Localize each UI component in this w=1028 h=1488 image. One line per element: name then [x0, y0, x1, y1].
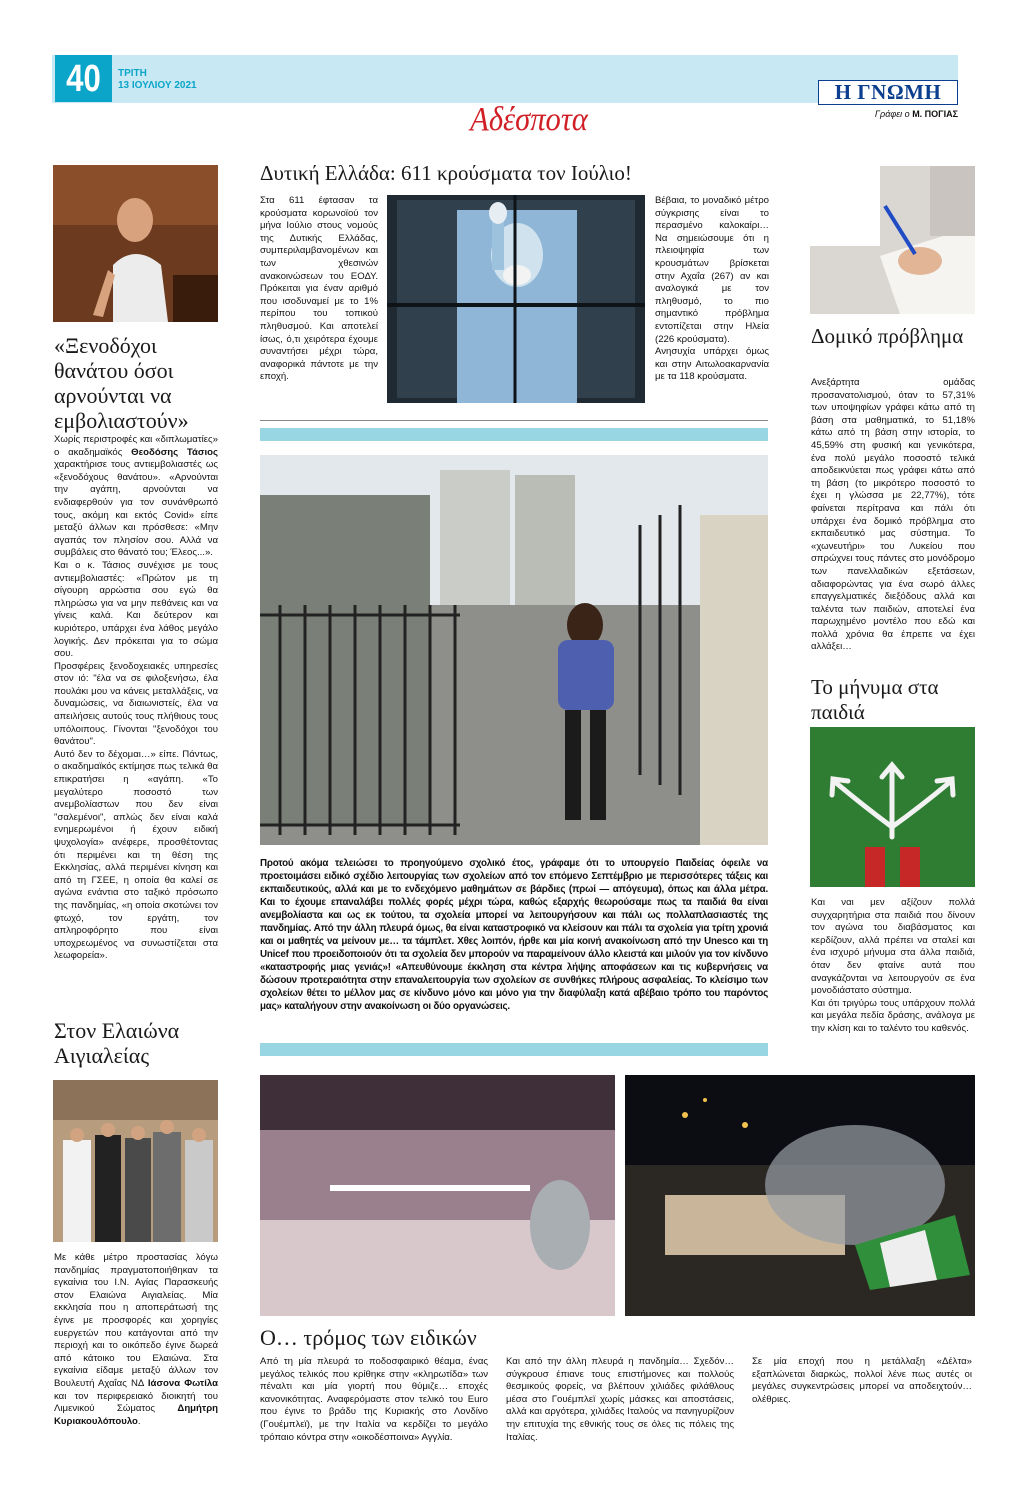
- left-p3: Προσφέρεις ξενοδοχειακές υπηρεσίες στον ιό: "έλα να σε φιλοξενήσω, έλα πουλάκι μου να κάνεις μεταλλάξεις, να δυναμώσεις, να διαιωνιστείς, έλα να απειλήσεις αυτούς τους πλήθιους τους υπόλοιπους. Γίνονται "ξενοδόχοι του θανάτου".: [54, 660, 218, 748]
- logo-text: Η ΓΝΩΜΗ: [834, 80, 942, 104]
- photo-school-gate: [260, 455, 768, 845]
- structural-body: Ανεξάρτητα ομάδας προσανατολισμού, όταν το 57,31% των υποψηφίων γράφει κάτω από τη βάση στα μαθηματικά, το 51,18% κάτω από τη βάση στην ιστορία, το 45,59% στη φυσική και γενικότερα, ένα πολύ μεγάλο ποσοστό τελικά αποδεικνύεται πως γράφει κάτω από τη βάση (το μικρότερο ποσοστό το έχει η γλώσσα με 22,77%), τότε φαίνεται περίτρανα και πάλι ότι υπάρχει ένα δομικό πρόβλημα στο εκπαιδευτικό μας σύστημα. Το «χωνευτήρι» του Λυκείου που σπρώχνει τους πάντες στο μονόδρομο των πανελλαδικών εξετάσεων, αδιαφορώντας για ένα σωρό άλλες επαγγελματικές διεξόδους αλλά και ταλέντα των παιδιών, αποτελεί ένα παρωχημένο μοντέλο που εδώ και πολλά χρόνια θα έπρεπε να έχει αλλάξει…: [811, 377, 975, 653]
- elaionas-name-2: Δημήτρη Κυριακουλόπουλο: [54, 1403, 218, 1427]
- west-greece-col2: [655, 195, 769, 384]
- experts-col3: Σε μία εποχή που η μετάλλαξη «Δέλτα» εξαπλώνεται διαρκώς, πολλοί λένε πως αυτές οι μεγάλες συγκεντρώσεις μπορεί να αποδειχτούν… ολέθριες.: [752, 1356, 972, 1405]
- left-p1: [54, 434, 218, 560]
- page-number: 40: [66, 58, 101, 100]
- left-p1-name: Θεοδόσης Τάσιος: [131, 446, 218, 458]
- message-p1: Και ναι μεν αξίζουν πολλά συγχαρητήρια στα παιδιά που δίνουν τον αγώνα του διαβάσματος και κερδίζουν, αλλά πρέπει να σταλεί και ένα ισχυρό μήνυμα στα άλλα παιδιά, όταν δεν φταίνε αυτά που αναγκάζονται να λειτουργούν σε ένα μονοδιάστατο σύστημα.: [811, 897, 975, 997]
- elaionas-text-b: και τον περιφερειακό διοικητή του Λιμενικού Σώματος: [54, 1390, 218, 1415]
- accent-band-2: [260, 1043, 768, 1056]
- west-greece-col1: Στα 611 έφτασαν τα κρούσματα κορωνοϊού τον μήνα Ιούλιο στους νομούς της Δυτικής Ελλάδας, συμπεριλαμβανομένων και των χθεσινών ανακοινώσεων του ΕΟΔΥ. Πρόκειται για έναν αριθμό που ισοδυναμεί με το 1% περίπου του τοπικού πληθυσμού. Και αποτελεί ίσως, ό,τι χειρότερα έχουμε συναντήσει μέχρι τώρα, αναφορικά πάντοτε με την εποχή.: [260, 195, 378, 383]
- message-headline: Το μήνυμα στα παιδιά: [811, 675, 939, 724]
- school-caption: Προτού ακόμα τελειώσει το προηγούμενο σχολικό έτος, γράφαμε ότι το υπουργείο Παιδείας όφειλε να προετοιμάσει ειδικό σχέδιο λειτουργίας των σχολείων από τον επόμενο Σεπτέμβριο με περισσότερες τάξεις και εκπαιδευτικούς, αλλά και με το ενδεχόμενο μαθημάτων σε βάρδιες (πρωί — απόγευμα), όπως και άλλα μέτρα. Και το έχουμε επαναλάβει πολλές φορές μέχρι τώρα, καθώς εξαρχής θεωρούσαμε πως τα παιδιά θα είναι ανεμβολίαστα και ως εκ τούτου, τα σχολεία μπορεί να λειτουργήσουν και πάλι ως πολλαπλασιαστές της πανδημίας. Από την άλλη πλευρά όμως, θα είναι καταστροφικό να κλείσουν και πάλι τα σχολεία για τρίτη χρονιά και οι μαθητές να μείνουν με… τα τάμπλετ. Χθες λοιπόν, ήρθε και μία κοινή ανακοίνωση από την Unesco και τη Unicef που προειδοποιούν ότι τα σχολεία δεν μπορούν να παραμείνουν άλλο κλειστά και μιλούν για τον κίνδυνο «καταστροφής μιας γενιάς»! «Απευθύνουμε έκκληση στα κέντρα λήψης αποφάσεων και τις κυβερνήσεις να δώσουν προτεραιότητα στην επαναλειτουργία των σχολείων σε συνθήκες πλήρους ασφαλείας. Το κλείσιμο των σχολείων θέτει το μέλλον μας σε κίνδυνο μόνο και μόνο για την διαφύλαξη κατά αβέβαιο τρόπο του παρόντος μας» καταλήγουν στην ανακοίνωση οι δύο οργανώσεις.: [260, 858, 768, 1012]
- elaionas-text-c: .: [137, 1415, 141, 1427]
- left-p1-a: Χωρίς περιστροφές και «διπλωματίες» ο ακαδημαϊκός: [54, 434, 218, 458]
- left-p1-b: χαρακτήρισε τους αντιεμβολιαστές ως «ξενοδόχους θανάτου». «Αρνούνται την αγάπη, αρνούνται να ενδιαφερθούν για τον συνάνθρωπό τους, ακόμη και εκτός Covid» είπε μεταξύ άλλων και πρόσθεσε: «Μην αγαπάς τον πλησίον σου. Αλλά να συμβάλεις στο θάνατό του; Έλεος...».: [54, 459, 218, 559]
- photo-church: [53, 1080, 218, 1242]
- experts-col1: Από τη μία πλευρά το ποδοσφαιρικό θέαμα, ένας μεγάλος τελικός που κρίθηκε στην «κληρωτίδα» των πέναλτι και μία γιορτή που θύμιζε… εποχές κανονικότητας. Αναφερόμαστε στον τελικό του Euro που έγινε το βράδυ της Κυριακής στο Λονδίνο (Γουέμπλεϊ), με την Ιταλία να κερδίζει το μεγάλο τρόπαιο κόντρα στην «οικοδέσποινα» Αγγλία.: [260, 1356, 488, 1443]
- accent-band-1: [260, 428, 768, 441]
- issue-day: ΤΡΙΤΗ: [118, 68, 147, 79]
- elaionas-name-1: Ιάσονα Φωτίλα: [147, 1377, 218, 1389]
- byline: [838, 109, 958, 119]
- structural-headline: Δομικό πρόβλημα: [811, 324, 964, 348]
- left-p2: Και ο κ. Τάσιος συνέχισε με τους αντιεμβολιαστές: «Πρώτον με τη σίγουρη αρρώστια σου εγώ θα πληρώσω για να μην πεθάνεις και να γίνεις καλά. Και δεύτερον και κυριότερο, υπάρχει ένα λάθος μεγάλο λογικής. Δεν πρόκειται για το σώμα σου.: [54, 559, 218, 660]
- left-p4: Αυτό δεν το δέχομαι…» είπε. Πάντως, ο ακαδημαϊκός εκτίμησε πως τελικά θα επικρατήσει η «αγάπη. «Το μεγαλύτερο ποσοστό των ανεμβολίαστων που δεν είναι "σαλεμένοι", απλώς δεν είναι καλά ενημερωμένοι ή έχουν ειδική ψυχολογία» ανέφερε, προσθέτοντας ότι περιμένει και τη θέση της Εκκλησίας, αλλά περιμένει κίνηση και από τη ΓΣΕΕ, η οποία θα καλεί σε αγώνα ενάντια στο ταξικό πρόσωπο της πανδημίας, «η οποία σκοτώνει τον φτωχό, τον εργάτη, τον απληροφόρητο που είναι υποχρεωμένος να συνωστίζεται στα λεωφορεία».: [54, 748, 218, 962]
- experts-col2: Και από την άλλη πλευρά η πανδημία… Σχεδόν… σύγκρουσ έπιανε τους επιστήμονες και πολλούς θεσμικούς φορείς, να βλέπουν χιλιάδες φιλάθλους μέσα στο Γουέμπλεϊ χωρίς μάσκες και αποστάσεις, αλλά και αργότερα, χιλιάδες Ιταλούς να πανηγυρίζουν την επιτυχία της εθνικής τους σε όλες τις πόλεις της Ιταλίας.: [506, 1356, 734, 1443]
- photo-wembley: [260, 1075, 615, 1316]
- elaionas-body: [54, 1252, 218, 1428]
- section-title: Αδέσποτα: [470, 101, 588, 138]
- byline-prefix: Γράφει ο: [874, 109, 910, 119]
- west-greece-col2-p2: Ανησυχία υπάρχει όμως και στην Αιτωλοακαρνανία με τα 118 κρούσματα.: [655, 346, 769, 383]
- photo-exam-writing: [810, 166, 975, 314]
- photo-tasios: [53, 165, 218, 322]
- west-greece-headline: Δυτική Ελλάδα: 611 κρούσματα τον Ιούλιο!: [260, 161, 632, 185]
- photo-doctor: [387, 195, 645, 403]
- photo-rome-celebration: [625, 1075, 975, 1316]
- elaionas-headline: Στον Ελαιώνα Αιγιαλείας: [54, 1018, 180, 1068]
- divider-top: [260, 420, 768, 421]
- newspaper-logo: [818, 80, 958, 105]
- west-greece-col2-p1: Βέβαια, το μοναδικό μέτρο σύγκρισης είναι το περασμένο καλοκαίρι… Να σημειώσουμε ότι η πλειοψηφία των κρουσμάτων βρίσκεται στην Αχαΐα (267) αν και αναλογικά με τον πληθυσμό, το πιο σημαντικό πρόβλημα εντοπίζεται στην Ηλεία (226 κρούσματα).: [655, 195, 769, 345]
- experts-headline: Ο… τρόμος των ειδικών: [260, 1325, 477, 1350]
- message-p2: Και ότι τριγύρω τους υπάρχουν πολλά και μεγάλα πεδία δράσης, ανάλογα με την κλίση και το ταλέντο του καθενός.: [811, 997, 975, 1034]
- issue-date: 13 ΙΟΥΛΙΟΥ 2021: [118, 80, 197, 91]
- left-article-body: [54, 434, 218, 963]
- message-body: [811, 897, 975, 1036]
- elaionas-text-a: Με κάθε μέτρο προστασίας λόγω πανδημίας πραγματοποιήθηκαν τα εγκαίνια του Ι.Ν. Αγίας Παρασκευής στον Ελαιώνα Αιγιαλείας. Μία εκκλησία που η αποπεράτωσή της έγινε με προσφορές και χορηγίες ευεργετών που κατάγονται από την περιοχή και το οικόπεδο έγινε δωρεά από κάτοικο του Ελαιώνα. Στα εγκαίνια είδαμε μεταξύ άλλων τον Βουλευτή Αχαΐας ΝΔ: [54, 1252, 218, 1389]
- left-headline: «Ξενοδόχοι θανάτου όσοι αρνούνται να εμβολιαστούν»: [54, 333, 189, 433]
- byline-author: Μ. ΠΟΓΙΑΣ: [912, 109, 958, 119]
- photo-arrows: [810, 727, 975, 887]
